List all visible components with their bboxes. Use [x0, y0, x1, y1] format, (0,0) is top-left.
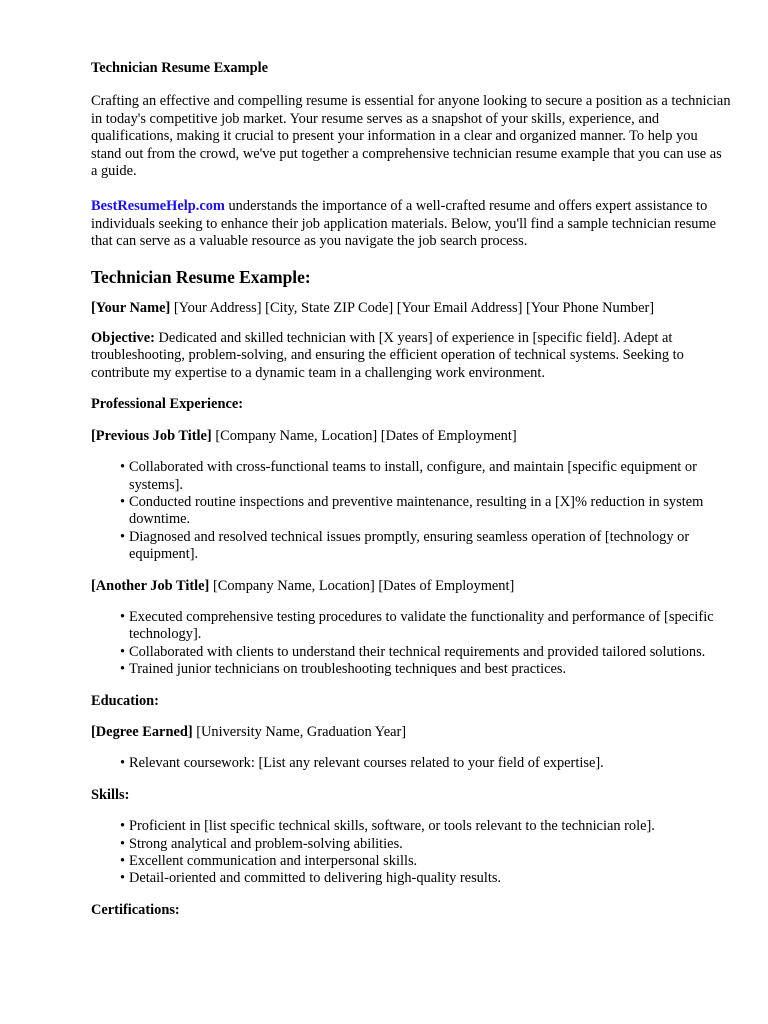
job-1-details: [Company Name, Location] [Dates of Employment]: [211, 427, 517, 444]
list-item: • Collaborated with clients to understand their technical requirements and provided tailored solutions.: [129, 644, 731, 661]
education-bullets: [91, 755, 731, 772]
promo-text: understands the importance of a well-crafted resume and offers expert assistance to individuals seeking to enhance their job application materials. Below, you'll find a sample technician resume that can serve as a valuable resource as you navigate the job search process.: [91, 198, 717, 250]
job-2-title: [Another Job Title]: [91, 577, 210, 594]
degree-details: [University Name, Graduation Year]: [192, 723, 407, 740]
objective-paragraph: [91, 330, 731, 382]
document-page: [91, 60, 731, 933]
job-2-details: [Company Name, Location] [Dates of Employment]: [209, 577, 515, 594]
list-item: • Diagnosed and resolved technical issues promptly, ensuring seamless operation of [technology or equipment].: [129, 529, 731, 564]
intro-paragraph: Crafting an effective and compelling resume is essential for anyone looking to secure a position as a technician in today's competitive job market. Your resume serves as a snapshot of your skills, experience, and qualifications, making it crucial to present your information in a clear and organized manner. To help you stand out from the crowd, we've put together a comprehensive technician resume example that you can use as a guide.: [91, 93, 731, 180]
job-2-bullets: [91, 609, 731, 679]
degree-line: [91, 724, 731, 741]
job-1-title: [Previous Job Title]: [91, 427, 212, 444]
experience-heading: Professional Experience:: [91, 396, 244, 413]
list-item: • Conducted routine inspections and preventive maintenance, resulting in a [X]% reduction in system downtime.: [129, 494, 731, 529]
job-1-bullets: [91, 459, 731, 563]
bestresumehelp-link[interactable]: BestResumeHelp.com: [91, 198, 225, 215]
skills-heading: Skills:: [91, 786, 130, 803]
degree-title: [Degree Earned]: [91, 723, 193, 740]
contact-details: [Your Address] [City, State ZIP Code] [Your Email Address] [Your Phone Number]: [170, 299, 655, 316]
skills-bullets: [91, 818, 731, 888]
list-item: • Trained junior technicians on troubleshooting techniques and best practices.: [129, 661, 731, 678]
list-item: • Relevant coursework: [List any relevant courses related to your field of expertise].: [129, 755, 731, 772]
job-1-line: [91, 428, 731, 445]
list-item: • Excellent communication and interpersonal skills.: [129, 853, 731, 870]
job-2-line: [91, 578, 731, 595]
objective-text: Dedicated and skilled technician with [X years] of experience in [specific field]. Adept at troubleshooting, problem-solving, and ensuring the efficient operation of technical systems. Seeking to contribute my expertise to a dynamic team in a challenging work environment.: [91, 330, 684, 381]
document-title: Technician Resume Example: [91, 60, 268, 76]
list-item: • Detail-oriented and committed to delivering high-quality results.: [129, 870, 731, 887]
list-item: • Proficient in [list specific technical skills, software, or tools relevant to the technician role].: [129, 818, 731, 835]
objective-label: Objective:: [91, 330, 155, 347]
contact-line: [91, 300, 731, 317]
list-item: • Collaborated with cross-functional teams to install, configure, and maintain [specific equipment or systems].: [129, 459, 731, 494]
promo-paragraph: [91, 198, 731, 250]
list-item: • Strong analytical and problem-solving abilities.: [129, 836, 731, 853]
list-item: • Executed comprehensive testing procedures to validate the functionality and performance of [specific technology].: [129, 609, 731, 644]
contact-name: [Your Name]: [91, 299, 171, 316]
certifications-heading: Certifications:: [91, 901, 180, 918]
education-heading: Education:: [91, 692, 159, 709]
example-heading: Technician Resume Example:: [91, 266, 311, 287]
